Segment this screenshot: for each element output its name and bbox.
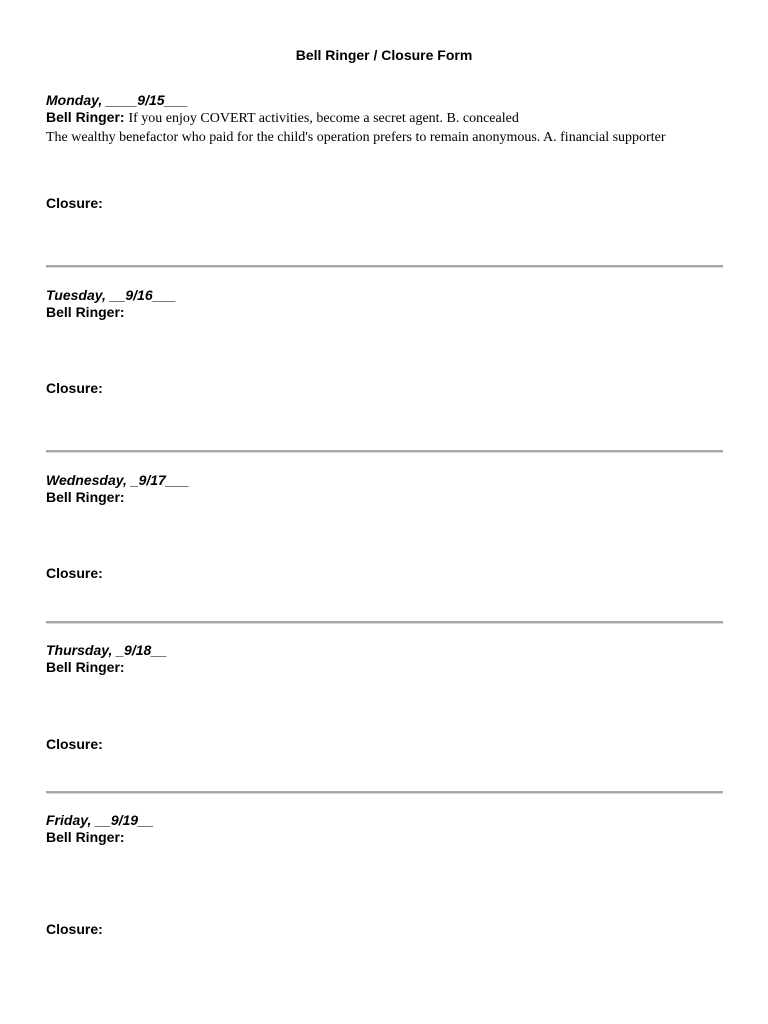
day-section-wednesday: [46, 472, 726, 506]
bell-ringer-extra-text: The wealthy benefactor who paid for the child's operation prefers to remain anonymous. A. financial supporter: [46, 130, 666, 145]
bell-ringer-label: Bell Ringer:: [46, 829, 125, 845]
bell-ringer-label: Bell Ringer:: [46, 489, 125, 505]
day-section-friday: [46, 812, 726, 846]
bell-ringer-label: Bell Ringer:: [46, 304, 125, 320]
bell-ringer-line: [46, 829, 726, 846]
bell-ringer-text: If you enjoy COVERT activities, become a secret agent. B. concealed: [128, 111, 519, 126]
bell-ringer-line: [46, 109, 726, 127]
day-heading: Friday, __9/19__: [46, 812, 154, 828]
closure-label: Closure:: [46, 921, 103, 937]
closure-label: Closure:: [46, 380, 103, 396]
day-section-monday: [46, 92, 726, 147]
day-heading: Tuesday, __9/16___: [46, 287, 176, 303]
page-title: Bell Ringer / Closure Form: [295, 47, 473, 63]
bell-ringer-label: Bell Ringer:: [46, 109, 125, 125]
closure-label: Closure:: [46, 195, 103, 211]
day-heading: Monday, ____9/15___: [46, 92, 188, 108]
section-divider: [46, 791, 723, 794]
day-section-thursday: [46, 642, 726, 676]
closure-label: Closure:: [46, 736, 103, 752]
section-divider: [46, 450, 723, 453]
section-divider: [46, 265, 723, 268]
section-divider: [46, 621, 723, 624]
bell-ringer-line: [46, 304, 726, 321]
bell-ringer-line: [46, 489, 726, 506]
day-heading: Wednesday, _9/17___: [46, 472, 190, 488]
closure-label: Closure:: [46, 565, 103, 581]
bell-ringer-line: [46, 659, 726, 676]
day-section-tuesday: [46, 287, 726, 321]
bell-ringer-label: Bell Ringer:: [46, 659, 125, 675]
day-heading: Thursday, _9/18__: [46, 642, 167, 658]
